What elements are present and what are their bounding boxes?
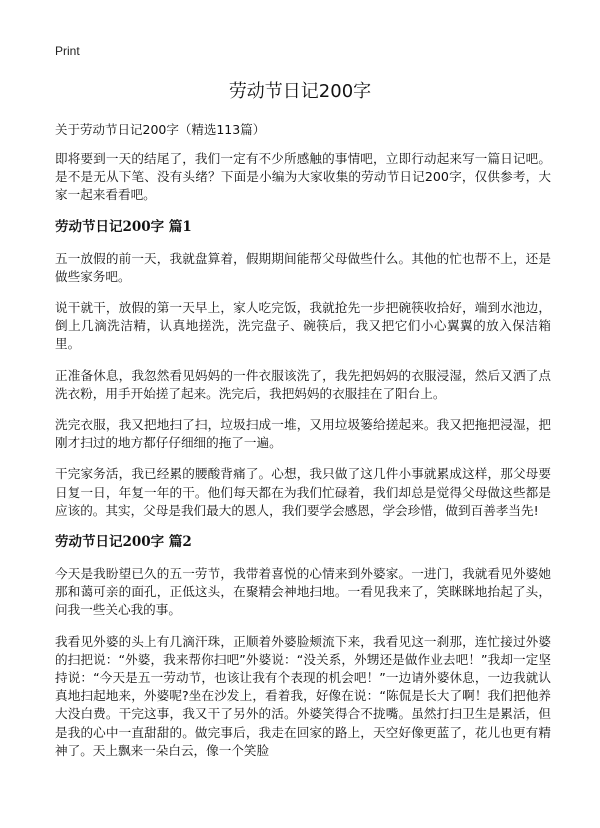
paragraph: 今天是我盼望已久的五一劳节，我带着喜悦的心情来到外婆家。一进门，我就看见外婆她那和蔼可亲的面孔，正低这头，在聚精会神地扫地。一看见我来了，笑眯眯地抬起了头，问我一些关心我的事。 xyxy=(55,566,551,618)
document-body xyxy=(55,150,551,773)
document-subtitle: 关于劳动节日记200字（精选113篇） xyxy=(55,122,266,137)
paragraph: 我看见外婆的头上有几滴汗珠，正顺着外婆脸颊流下来，我看见这一刹那，连忙接过外婆的扫把说：“外婆，我来帮你扫吧”外婆说：“没关系，外甥还是做作业去吧！”我却一定坚持说：“今天是五一劳动节，也该让我有个表现的机会吧！”一边请外婆休息，一边我就认真地扫起地来，外婆呢?坐在沙发上，看着我，好像在说：“陈侃是长大了啊！我们把他养大没白费。干完这事，我又干了另外的活。外婆笑得合不拢嘴。虽然打扫卫生是累活，但是我的心中一直甜甜的。做完事后，我走在回家的路上，天空好像更蓝了，花儿也更有精神了。天上飘来一朵白云，像一个笑脸 xyxy=(55,633,551,758)
intro-paragraph: 即将要到一天的结尾了，我们一定有不少所感触的事情吧，立即行动起来写一篇日记吧。是不是无从下笔、没有头绪？下面是小编为大家收集的劳动节日记200字，仅供参考，大家一起来看看吧。 xyxy=(55,151,551,203)
print-link[interactable]: Print xyxy=(55,44,80,58)
paragraph: 干完家务活，我已经累的腰酸背痛了。心想，我只做了这几件小事就累成这样，那父母要日复一日，年复一年的干。他们每天都在为我们忙碌着，我们却总是觉得父母做这些都是应该的。其实，父母是我们最大的恩人，我们要学会感恩，学会珍惜，做到百善孝当先! xyxy=(55,466,551,518)
paragraph: 正准备休息，我忽然看见妈妈的一件衣服该洗了，我先把妈妈的衣服浸湿，然后又洒了点洗衣粉，用手开始搓了起来。洗完后，我把妈妈的衣服挂在了阳台上。 xyxy=(55,367,551,401)
section-heading: 劳动节日记200字 篇1 xyxy=(55,218,192,235)
paragraph: 洗完衣服，我又把地扫了扫，垃圾扫成一堆，又用垃圾篓给搓起来。我又把拖把浸湿，把刚才扫过的地方都仔仔细细的拖了一遍。 xyxy=(55,417,551,451)
page-title: 劳动节日记200字 xyxy=(228,81,372,102)
paragraph: 说干就干，放假的第一天早上，家人吃完饭，我就抢先一步把碗筷收拾好，端到水池边，倒上几滴洗洁精，认真地搓洗，洗完盘子、碗筷后，我又把它们小心翼翼的放入保洁箱里。 xyxy=(55,300,551,352)
section-heading: 劳动节日记200字 篇2 xyxy=(55,534,192,551)
paragraph: 五一放假的前一天，我就盘算着，假期期间能帮父母做些什么。其他的忙也帮不上，还是做些家务吧。 xyxy=(55,250,551,284)
